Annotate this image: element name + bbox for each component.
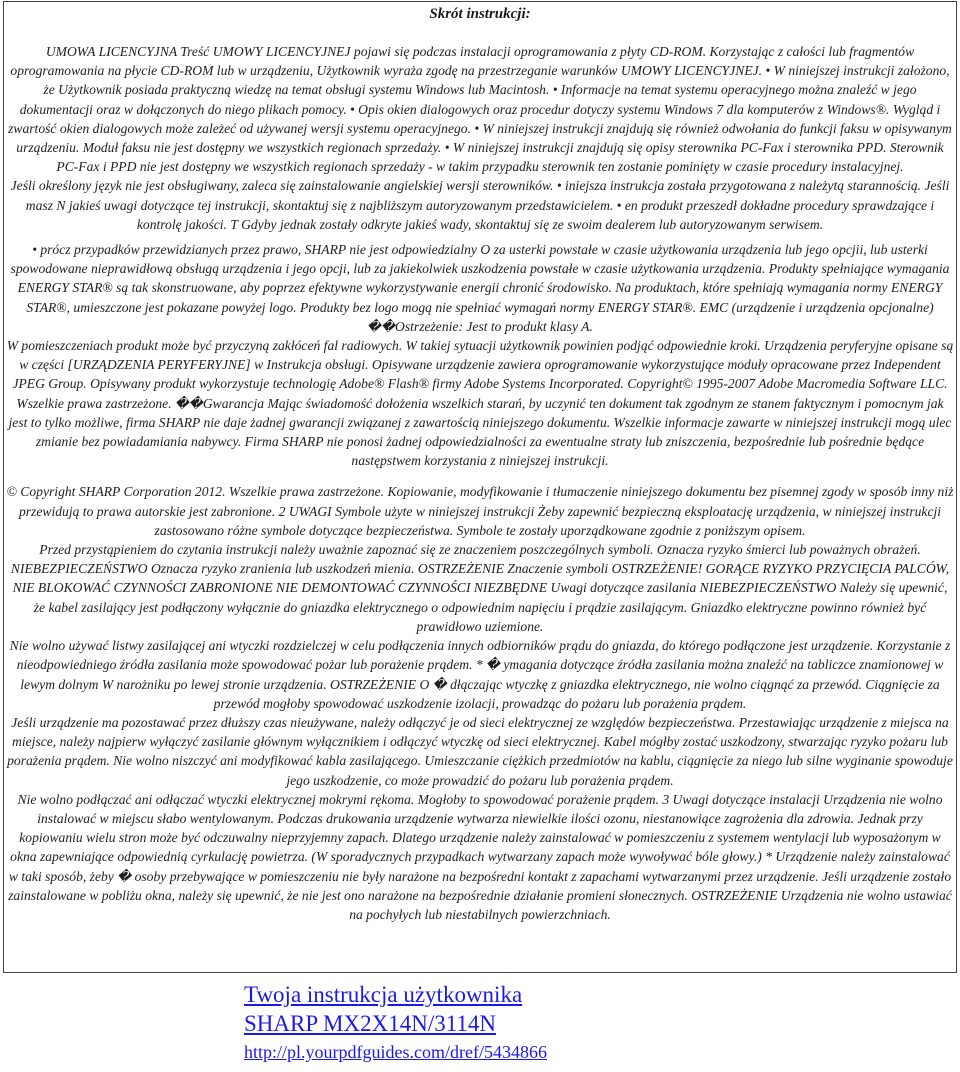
user-manual-link[interactable]: Twoja instrukcja użytkownika [244, 982, 523, 1007]
page-heading: Skrót instrukcji: [429, 6, 531, 22]
paragraph-unused-device: Jeśli urządzenie ma pozostawać przez dłuższy czas nieużywane, należy odłączyć je od sieci elektrycznej ze względów bezpieczeństwa. Przestawiając urządzenie z miejsca na miejsce, należy najpierw wyłączyć zasilanie głównym wyłącznikiem i odłączyć wtyczkę od sieci elektrycznej. Kabel mógłby zostać uszkodzony, stwarzając ryzyko pożaru lub porażenia prądem. Nie wolno niszczyć ani modyfikować kabla zasilającego. Umieszczanie ciężkich przedmiotów na kablu, ciągnięcie za niego lub silne wyginanie spowoduje jego uszkodzenie, co może prowadzić do pożaru lub porażenia prądem. [7, 714, 953, 788]
instruction-text-body [6, 36, 954, 924]
paragraph-symbols: Przed przystąpieniem do czytania instrukcji należy uważnie zapoznać się ze znaczeniem poszczególnych symboli. Oznacza ryzyko śmierci lub poważnych obrażeń. NIEBEZPIECZEŃSTWO Oznacza ryzyko zranienia lub uszkodzeń mienia. OSTRZEŻENIE Znaczenie symboli OSTRZEŻENIE! GORĄCE RYZYKO PRZYCIĘCIA PALCÓW, NIE BLOKOWAĆ CZYNNOŚCI ZABRONIONE NIE DEMONTOWAĆ CZYNNOŚCI NIEZBĘDNE Uwagi dotyczące zasilania NIEBEZPIECZEŃSTWO Należy się upewnić, że kabel zasilający jest podłączony wyłącznie do gniazdka elektrycznego o odpowiednim napięciu i prądzie zasilającym. Gniazdko elektryczne powinno również być prawidłowo uziemione. [10, 542, 950, 634]
paragraph-power-strip: Nie wolno używać listwy zasilającej ani wtyczki rozdzielczej w celu podłączenia innych odbiorników prądu do gniazda, do którego podłączone jest urządzenie. Korzystanie z nieodpowiedniego źródła zasilania może spowodować pożar lub porażenie prądem. * � ymagania dotyczące źródła zasilania można znaleźć na tabliczce znamionowej w lewym dolnym W narożniku po lewej stronie urządzenia. OSTRZEŻENIE O � dłączając wtyczkę z gniazdka elektrycznego, nie wolno ciągnąć za przewód. Ciągnięcie za przewód mogłoby spowodować uszkodzenie izolacji, prowadząc do pożaru lub porażenia prądem. [9, 638, 951, 711]
paragraph-warranty: W pomieszczeniach produkt może być przyczyną zakłóceń fal radiowych. W takiej sytuacji użytkownik powinien podjąć odpowiednie kroki. Urządzenia peryferyjne opisane są w części [URZĄDZENIA PERYFERYJNE] w Instrukcja obsługi. Opisywane urządzenie zawiera oprogramowanie wykorzystujące moduły opracowane przez Independent JPEG Group. Opisywany produkt wykorzystuje technologię Adobe® Flash® firmy Adobe Systems Incorporated. Copyright© 1995-2007 Adobe Macromedia Software LLC. Wszelkie prawa zastrzeżone. ��Gwarancja Mając świadomość dołożenia wszelkich starań, by uczynić ten dokument tak zgodnym ze stanem faktycznym i pomocnym jak jest to tylko możliwe, firma SHARP nie daje żadnej gwarancji związanej z zawartością niniejszego dokumentu. Wszelkie informacje zawarte w niniejszej instrukcji mogą ulec zmianie bez powiadamiania nabywcy. Firma SHARP nie ponosi żadnej odpowiedzialności za ewentualne straty lub zniszczenia, bezpośrednie lub pośrednie będące następstwem korzystania z niniejszej instrukcji. [6, 338, 954, 469]
footer-links [244, 980, 547, 1064]
paragraph-liability: • prócz przypadków przewidzianych przez prawo, SHARP nie jest odpowiedzialny O za usterki powstałe w czasie użytkowania urządzenia lub jego opcjii, lub usterki spowodowane nieprawidłową obsługą urządzenia i jego opcji, lub za jakiekolwiek uszkodzenia powstałe w czasie użytkowania urządzenia. Produkty spełniające wymagania ENERGY STAR® są tak skonstruowane, aby poprzez efektywne wykorzystywanie energii chronić środowisko. Na produktach, które spełniają wymagania normy ENERGY STAR®, umieszczone jest pokazane powyżej logo. Produkty bez logo mogą nie spełniać wymagań normy ENERGY STAR®. EMC (urządzenie i urządzenia opcjonalne) ��Ostrzeżenie: Jest to produkt klasy A. [10, 242, 950, 334]
content-frame [3, 1, 957, 973]
paragraph-license: UMOWA LICENCYJNA Treść UMOWY LICENCYJNEJ pojawi się podczas instalacji oprogramowania z płyty CD-ROM. Korzystając z całości lub fragmentów oprogramowania na płycie CD-ROM lub w urządzeniu, Użytkownik wyraża zgodę na przestrzeganie warunków UMOWY LICENCYJNEJ. • W niniejszej instrukcji założono, że Użytkownik posiada praktyczną wiedzę na temat obsługi systemu Windows lub Macintosh. • Informacje na temat systemu operacyjnego można znaleźć w jego dokumentacji oraz w dołączonych do niego plikach pomocy. • Opis okien dialogowych oraz procedur dotyczy systemu Windows 7 dla komputerów z Windows®. Wygląd i zwartość okien dialogowych może zależeć od używanej wersji systemu operacyjnego. • W niniejszej instrukcji znajdują się również odwołania do funkcji faksu w opisywanym urządzeniu. Moduł faksu nie jest dostępny we wszystkich regionach sprzedaży. • W niniejszej instrukcji znajdują się opisy sterownika PC-Fax i sterownika PPD. Sterownik PC-Fax i PPD nie jest dostępny we wszystkich regionach sprzedaży - w takim przypadku sterownik ten zostanie pominięty w czasie procedury instalacyjnej. [8, 44, 952, 175]
paragraph-copyright: © Copyright SHARP Corporation 2012. Wszelkie prawa zastrzeżone. Kopiowanie, modyfikowanie i tłumaczenie niniejszego dokumentu bez pisemnej zgody w sposób inny niż przewidują to prawa autorskie jest zabronione. 2 UWAGI Symbole użyte w niniejszej instrukcji Żeby zapewnić bezpieczną eksploatację urządzenia, w niniejszej instrukcji zastosowano różne symbole dotyczące bezpieczeństwa. Symbole te zostały uporządkowane zgodnie z poniższym opisem. [6, 484, 954, 538]
paragraph-installation: Nie wolno podłączać ani odłączać wtyczki elektrycznej mokrymi rękoma. Mogłoby to spowodować porażenie prądem. 3 Uwagi dotyczące instalacji Urządzenia nie wolno instalować w miejscu słabo wentylowanym. Podczas drukowania urządzenie wytwarza niewielkie ilości ozonu, niestanowiące zagrożenia dla zdrowia. Jednak przy kopiowaniu wielu stron może być odczuwalny nieprzyjemny zapach. Dlatego urządzenie należy zainstalować w pomieszczeniu z systemem wentylacji lub wyposażonym w okna zapewniające odpowiednią cyrkulację powietrza. (W sporadycznych przypadkach wytwarzany zapach może wywoływać bóle głowy.) * Urządzenie należy zainstalować w taki sposób, żeby � osoby przebywające w pomieszczeniu nie były narażone na bezpośredni kontakt z zapachami wytwarzanymi przez urządzenie. Jeśli urządzenie zostało zainstalowane w pobliżu okna, należy się upewnić, że nie jest ono narażone na bezpośrednie działanie promieni słonecznych. OSTRZEŻENIE Urządzenia nie wolno ustawiać na pochyłych lub niestabilnych powierzchniach. [8, 791, 952, 922]
paragraph-language: Jeśli określony język nie jest obsługiwany, zaleca się zainstalowanie angielskiej wersji sterowników. • iniejsza instrukcja została przygotowana z należytą starannością. Jeśli masz N jakieś uwagi dotyczące tej instrukcji, skontaktuj się z najbliższym autoryzowanym przedstawicielem. • en produkt przeszedł dokładne procedury sprawdzające i kontrolę jakości. T Gdyby jednak zostały odkryte jakieś wady, skontaktuj się ze swoim dealerem lub autoryzowanym serwisem. [10, 178, 950, 232]
source-url-link[interactable]: http://pl.yourpdfguides.com/dref/5434866 [244, 1042, 547, 1062]
model-link[interactable]: SHARP MX2X14N/3114N [244, 1011, 496, 1036]
